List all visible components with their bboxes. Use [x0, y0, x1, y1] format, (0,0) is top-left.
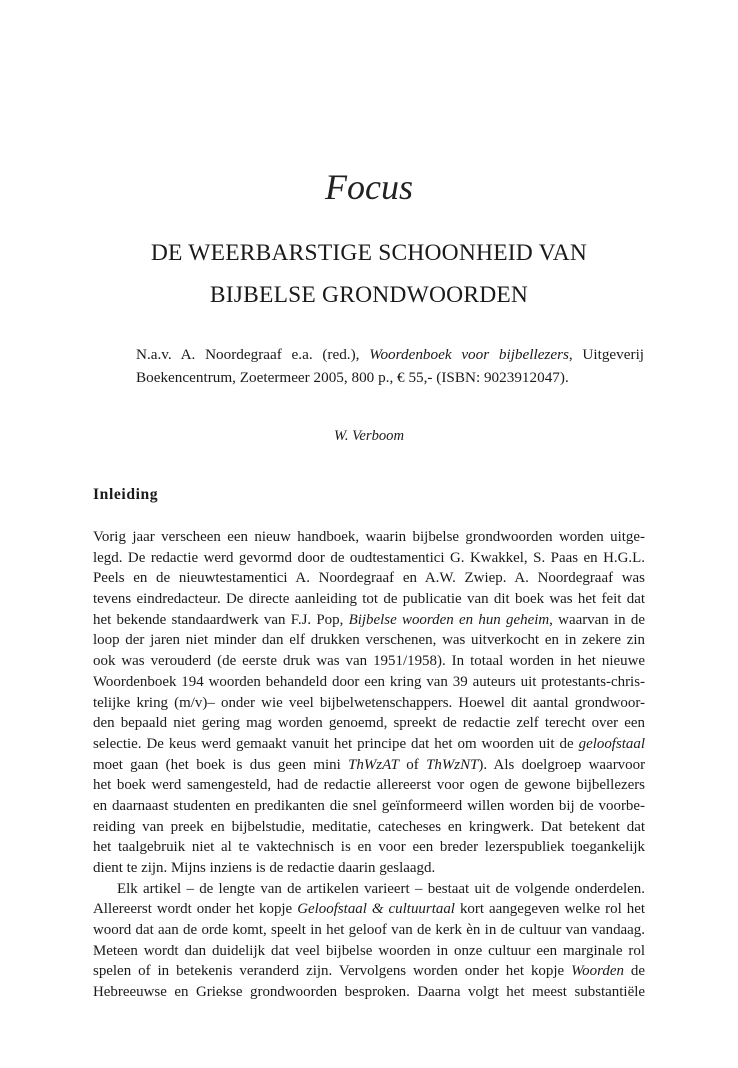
text-line: Elk artikel – de lengte van de artikelen varieert – bestaat uit de volgende onderdelen. — [117, 880, 645, 897]
text-line: het taalgebruik niet al te vaktechnisch is en voor een breder lezerspubliek toegankelijk — [93, 839, 645, 856]
text-line: moet gaan (het boek is dus geen mini ThWzAT of ThWzNT). Als doelgroep waarvoor — [93, 756, 646, 773]
title-line-1: DE WEERBARSTIGE SCHOONHEID VAN — [150, 240, 588, 266]
text-line: ook was verouderd (de eerste druk was van 1951/1958). In totaal worden in het nieuwe — [93, 653, 645, 670]
text-line: het bekende standaardwerk van F.J. Pop, Bijbelse woorden en hun geheim, waarvan in de — [93, 611, 645, 628]
text-line: Hebreeuwse en Griekse grondwoorden besproken. Daarna volgt het meest substantiële — [93, 984, 645, 1001]
citation-line-2: Boekencentrum, Zoetermeer 2005, 800 p., € 55,- (ISBN: 9023912047). — [136, 369, 569, 386]
italic-term: ThWzNT — [426, 756, 479, 773]
text-line: Allereerst wordt onder het kopje Geloofstaal & cultuurtaal kort aangegeven welke rol het — [93, 901, 646, 918]
text-line: en daarnaast studenten en predikanten die snel geïnformeerd willen worden bij de voorbe- — [93, 797, 645, 814]
italic-book-title: Bijbelse woorden en hun geheim — [348, 611, 550, 628]
paragraph-1 — [93, 527, 645, 879]
italic-term: geloofstaal — [578, 735, 646, 752]
author-name: W. Verboom — [334, 428, 404, 444]
section-label: Focus — [325, 167, 413, 207]
text-line: Meteen wordt dan duidelijk dat veel bijbelse woorden in onze cultuur een marginale rol — [93, 942, 645, 959]
text-line: woord dat aan de orde komt, speelt in het geloof van de kerk èn in de cultuur van vandaag. — [93, 922, 645, 939]
text-line: telijke kring (m/v)– onder wie veel bijbelwetenschappers. Hoewel dit aantal grondwoor- — [93, 694, 645, 711]
citation-line-1: N.a.v. A. Noordegraaf e.a. (red.), Woordenboek voor bijbellezers, Uitgeverij — [136, 346, 645, 363]
text-line: reiding van preek en bijbelstudie, meditatie, catecheses en kringwerk. Dat betekent dat — [93, 818, 645, 835]
text-line: tevens eindredacteur. De directe aanleiding tot de publicatie van dit boek was het feit dat — [93, 591, 645, 608]
text-line: loop der jaren niet minder dan elf drukken verschenen, was uitverkocht en in zekere zin — [93, 632, 645, 649]
text-line: selectie. De keus werd gemaakt vanuit het principe dat het om woorden uit de geloofstaal — [93, 735, 646, 752]
text-line: spelen of in betekenis veranderd zijn. Vervolgens worden onder het kopje Woorden de — [93, 963, 646, 980]
italic-term: Woorden — [571, 963, 624, 980]
text-line: Vorig jaar verscheen een nieuw handboek, waarin bijbelse grondwoorden worden uitge- — [93, 529, 645, 545]
text-line: dient te zijn. Mijns inziens is de redactie daarin geslaagd. — [93, 860, 436, 876]
italic-term: Geloofstaal & cultuurtaal — [297, 901, 455, 918]
text-line: Peels en de nieuwtestamentici A. Noordegraaf en A.W. Zwiep. A. Noordegraaf was — [93, 570, 645, 587]
text-line: Woordenboek 194 woorden behandeld door een kring van 39 auteurs uit protestants-chris- — [93, 673, 645, 690]
book-citation — [136, 343, 644, 389]
title-line-2: BIJBELSE GRONDWOORDEN — [209, 282, 529, 308]
text-line: den bepaald niet gering mag worden genoemd, spreekt de redactie zelf terecht over een — [93, 715, 645, 732]
section-heading: Inleiding — [93, 486, 159, 503]
italic-term: ThWzAT — [348, 756, 399, 773]
text-line: het boek werd samengesteld, had de redactie allereerst voor ogen de gewone bijbellezers — [93, 777, 645, 794]
article-title — [60, 232, 678, 316]
text-line: legd. De redactie werd gevormd door de oudtestamentici G. Kwakkel, S. Paas en H.G.L. — [93, 549, 645, 566]
paragraph-2 — [93, 879, 645, 1003]
citation-book-title: Woordenboek voor bijbellezers — [369, 346, 569, 363]
body-text — [93, 527, 645, 1003]
